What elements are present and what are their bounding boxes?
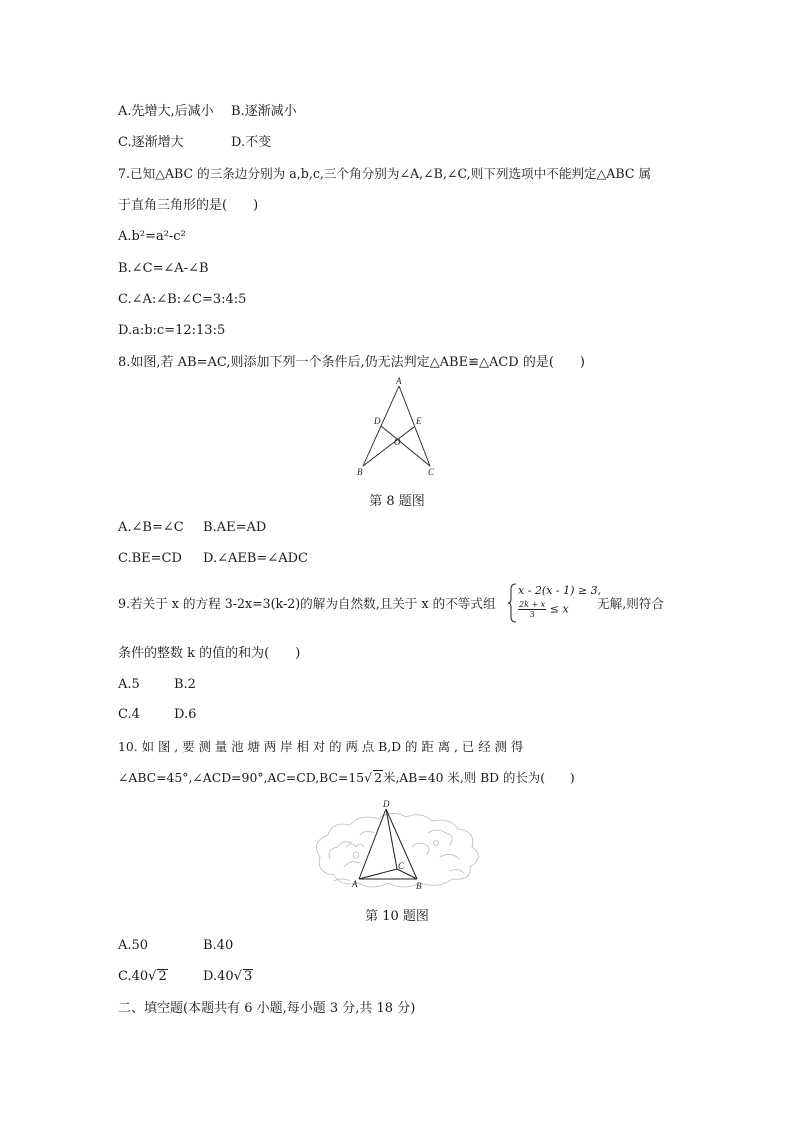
q9-system-row2 <box>518 600 569 619</box>
q9-brace <box>508 583 518 623</box>
q8-option-d: D.∠AEB=∠ADC <box>203 551 308 566</box>
q10-option-d-sqrt-sign: √ <box>233 969 242 984</box>
q7-option-a: A.b²=a²-c² <box>118 229 186 244</box>
q8-label-b: B <box>357 467 363 477</box>
q10-caption: 第 10 题图 <box>365 909 429 924</box>
q10-stem-line2-post: 米,AB=40 米,则 BD 的长为( ) <box>382 770 575 785</box>
q10-label-b: B <box>416 881 422 891</box>
q10-option-d-pre: D.40 <box>203 969 234 984</box>
q10-label-a: A <box>352 879 358 889</box>
q9-option-c: C.4 <box>118 707 140 722</box>
q10-option-b: B.40 <box>203 938 234 953</box>
q7-option-c: C.∠A:∠B:∠C=3:4:5 <box>118 292 247 307</box>
q10-segment-dc <box>386 809 397 869</box>
q10-stem-line1: 10. 如 图 , 要 测 量 池 塘 两 岸 相 对 的 两 点 B,D 的 距 离 , 已 经 测 得 <box>118 739 524 754</box>
q10-pond-illustration <box>316 813 478 887</box>
q9-stem-part2: 无解,则符合 <box>597 596 664 611</box>
q8-option-b: B.AE=AD <box>203 520 267 535</box>
q7-stem-line2: 于直角三角形的是( ) <box>118 198 259 213</box>
q8-caption: 第 8 题图 <box>369 494 425 509</box>
q10-option-d <box>203 968 253 986</box>
q9-stem-part1: 9.若关于 x 的方程 3-2x=3(k-2)的解为自然数,且关于 x 的不等式组 <box>118 596 496 611</box>
q7-option-b: B.∠C=∠A-∠B <box>118 261 209 276</box>
q7-stem-line1: 7.已知△ABC 的三条边分别为 a,b,c,三个角分别为∠A,∠B,∠C,则下列选项中不能判定△ABC 属 <box>118 166 652 181</box>
q8-label-e: E <box>416 416 422 426</box>
q10-sqrt-value: 2 <box>374 770 382 785</box>
q10-figure <box>300 797 496 893</box>
section2-title: 二、填空题(本题共有 6 小题,每小题 3 分,共 18 分) <box>118 1001 416 1016</box>
q10-stem-line2-pre: ∠ABC=45°,∠ACD=90°,AC=CD,BC=15 <box>118 770 365 785</box>
q8-stem: 8.如图,若 AB=AC,则添加下列一个条件后,仍无法判定△ABE≌△ACD 的是( ) <box>118 355 585 370</box>
q8-option-c: C.BE=CD <box>118 551 182 566</box>
q6-option-d: D.不变 <box>231 135 272 150</box>
q10-stem-line2 <box>118 769 575 787</box>
q10-segment-ac <box>359 869 397 879</box>
q9-option-a: A.5 <box>118 677 140 692</box>
q9-stem-line2: 条件的整数 k 的值的和为( ) <box>118 646 301 661</box>
q9-option-b: B.2 <box>174 677 196 692</box>
q9-fraction-numerator: 2k + x <box>519 600 546 609</box>
q9-system-row2-tail: ≤ x <box>549 602 569 616</box>
q10-option-d-sqrt-value: 3 <box>243 969 253 984</box>
q10-label-c: C <box>398 861 405 871</box>
q6-option-b: B.逐渐减小 <box>231 104 297 119</box>
q9-option-d: D.6 <box>174 707 197 722</box>
q7-option-d: D.a:b:c=12:13:5 <box>118 323 226 338</box>
q10-option-a: A.50 <box>118 938 149 953</box>
q9-system-fraction <box>518 600 546 619</box>
q9-system-row1: x - 2(x - 1) ≥ 3, <box>518 584 602 597</box>
q8-label-d: D <box>374 416 381 426</box>
q10-option-c <box>118 968 168 986</box>
q8-figure <box>350 376 445 478</box>
q8-option-a: A.∠B=∠C <box>118 520 184 535</box>
q10-option-c-sqrt-sign: √ <box>148 969 157 984</box>
q8-segment-ac <box>399 386 430 466</box>
q8-label-o: O <box>394 437 401 447</box>
q6-option-c: C.逐渐增大 <box>118 135 184 150</box>
q10-label-d: D <box>383 799 390 809</box>
q6-option-a: A.先增大,后减小 <box>118 104 214 119</box>
q8-label-a: A <box>396 376 402 386</box>
q10-option-c-sqrt-value: 2 <box>158 969 167 984</box>
q8-label-c: C <box>428 467 435 477</box>
q10-segment-ad <box>359 809 386 879</box>
q10-option-c-pre: C.40 <box>118 969 149 984</box>
q9-fraction-denominator: 3 <box>529 610 535 619</box>
q10-sqrt-sign: √ <box>364 770 373 785</box>
